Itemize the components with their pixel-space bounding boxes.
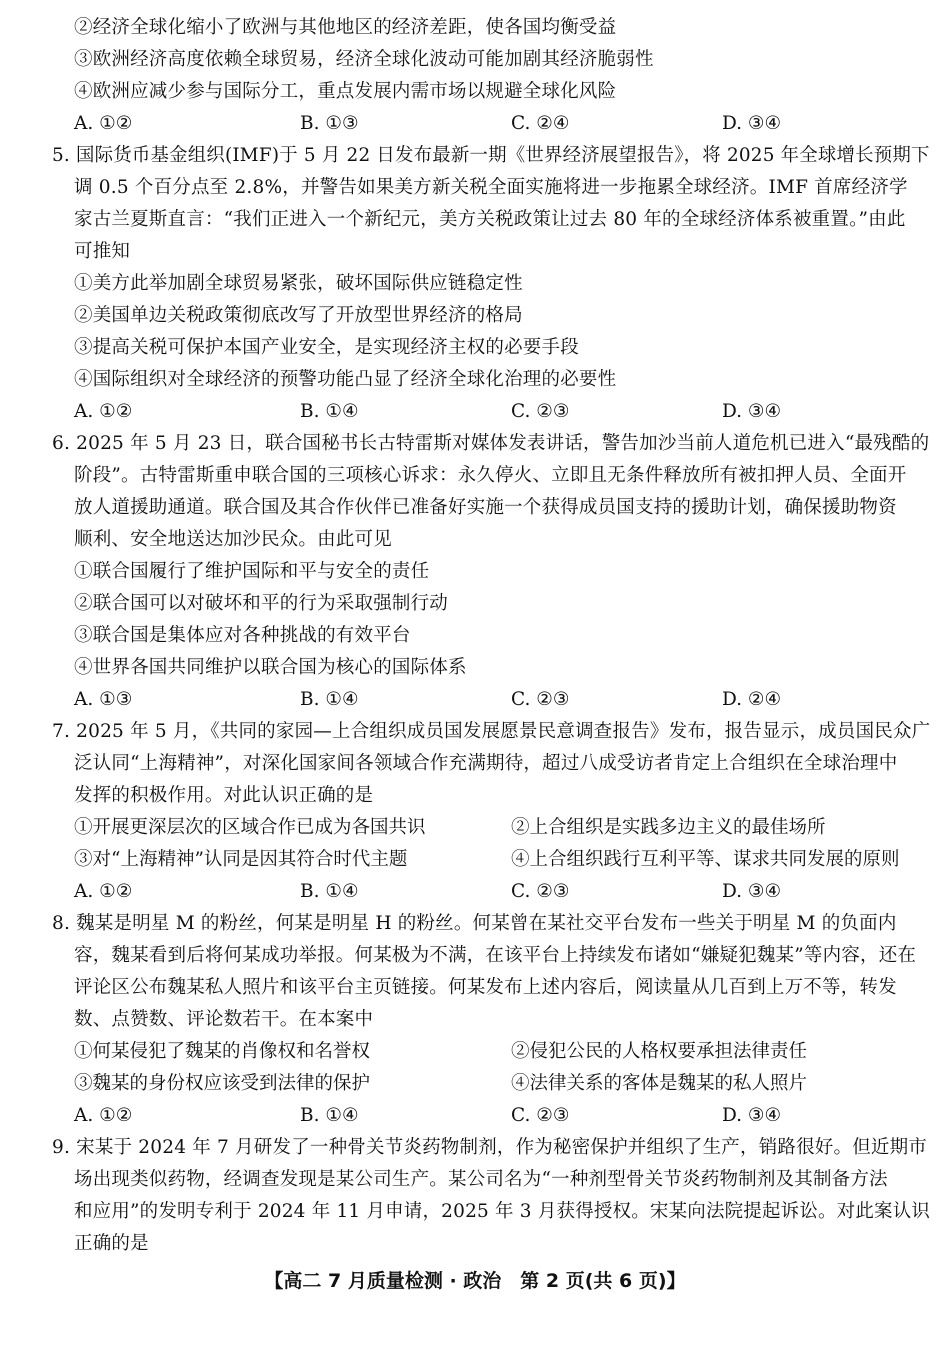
q8-options-row	[74, 1036, 914, 1068]
q8-option-2: ②侵犯公民的人格权要承担法律责任	[511, 1041, 808, 1062]
q7-options-row	[74, 812, 914, 844]
q8-choice-b: B. ①④	[300, 1105, 359, 1126]
q7-choices	[74, 876, 914, 908]
q5-stem-line: 调 0.5 个百分点至 2.8%，并警告如果美方新关税全面实施将进一步拖累全球经济。IMF 首席经济学	[74, 177, 908, 198]
q5-stem-line: 5. 国际货币基金组织(IMF)于 5 月 22 日发布最新一期《世界经济展望报告》，将 2025 年全球增长预期下	[52, 145, 930, 166]
q6-stem-line: 放人道援助通道。联合国及其合作伙伴已准备好实施一个获得成员国支持的援助计划，确保援助物资	[74, 497, 897, 518]
page-footer: 【高二 7 月质量检测 · 政治 第 2 页(共 6 页)】	[264, 1270, 686, 1292]
q8-choice-c: C. ②③	[511, 1105, 570, 1126]
q8-stem-line: 数、点赞数、评论数若干。在本案中	[74, 1009, 374, 1030]
q4-option-4: ④欧洲应减少参与国际分工，重点发展内需市场以规避全球化风险	[74, 81, 617, 102]
q4-choice-d: D. ③④	[722, 113, 782, 134]
q6-choices	[74, 684, 914, 716]
q5-choice-b: B. ①④	[300, 401, 359, 422]
q7-stem-line: 泛认同“上海精神”，对深化国家间各领域合作充满期待，超过八成受访者肯定上合组织在全球治理中	[74, 753, 898, 774]
q6-choice-d: D. ②④	[722, 689, 782, 710]
q9-stem-line: 正确的是	[74, 1233, 149, 1254]
q7-choice-a: A. ①②	[74, 881, 133, 902]
q8-option-3: ③魏某的身份权应该受到法律的保护	[74, 1073, 371, 1094]
q8-option-1: ①何某侵犯了魏某的肖像权和名誉权	[74, 1041, 371, 1062]
q5-choice-c: C. ②③	[511, 401, 570, 422]
q9-stem-line: 场出现类似药物，经调查发现是某公司生产。某公司名为“一种剂型骨关节炎药物制剂及其制备方法	[74, 1169, 888, 1190]
q4-option-3: ③欧洲经济高度依赖全球贸易，经济全球化波动可能加剧其经济脆弱性	[74, 49, 654, 70]
q6-choice-b: B. ①④	[300, 689, 359, 710]
q7-choice-b: B. ①④	[300, 881, 359, 902]
q6-choice-a: A. ①③	[74, 689, 133, 710]
q5-stem-line: 可推知	[74, 241, 131, 262]
q7-option-4: ④上合组织践行互利平等、谋求共同发展的原则	[511, 849, 900, 870]
q4-choice-a: A. ①②	[74, 113, 133, 134]
q9-stem-line: 和应用”的发明专利于 2024 年 11 月申请，2025 年 3 月获得授权。宋某向法院提起诉讼。对此案认识	[74, 1201, 931, 1222]
q7-choice-c: C. ②③	[511, 881, 570, 902]
q7-stem-line: 7. 2025 年 5 月，《共同的家园—上合组织成员国发展愿景民意调查报告》发布，报告显示，成员国民众广	[52, 721, 931, 742]
q9-stem-line: 9. 宋某于 2024 年 7 月研发了一种骨关节炎药物制剂，作为秘密保护并组织了生产，销路很好。但近期市	[52, 1137, 928, 1158]
q5-option-3: ③提高关税可保护本国产业安全，是实现经济主权的必要手段	[74, 337, 579, 358]
q5-choice-d: D. ③④	[722, 401, 782, 422]
q8-stem-line: 评论区公布魏某私人照片和该平台主页链接。何某发布上述内容后，阅读量从几百到上万不等，转发	[74, 977, 897, 998]
q7-choice-d: D. ③④	[722, 881, 782, 902]
q8-choices	[74, 1100, 914, 1132]
q8-stem-line: 8. 魏某是明星 M 的粉丝，何某是明星 H 的粉丝。何某曾在某社交平台发布一些关于明星 M 的负面内	[52, 913, 897, 934]
q7-option-1: ①开展更深层次的区域合作已成为各国共识	[74, 817, 426, 838]
q8-choice-a: A. ①②	[74, 1105, 133, 1126]
q6-option-4: ④世界各国共同维护以联合国为核心的国际体系	[74, 657, 467, 678]
q4-choices	[74, 108, 914, 140]
q5-option-1: ①美方此举加剧全球贸易紧张，破坏国际供应链稳定性	[74, 273, 523, 294]
q8-options-row	[74, 1068, 914, 1100]
q6-stem-line: 阶段”。古特雷斯重申联合国的三项核心诉求：永久停火、立即且无条件释放所有被扣押人员、全面开	[74, 465, 907, 486]
q4-option-2: ②经济全球化缩小了欧洲与其他地区的经济差距，使各国均衡受益	[74, 17, 617, 38]
q6-choice-c: C. ②③	[511, 689, 570, 710]
q4-choice-c: C. ②④	[511, 113, 570, 134]
q5-option-2: ②美国单边关税政策彻底改写了开放型世界经济的格局	[74, 305, 523, 326]
q6-stem-line: 6. 2025 年 5 月 23 日，联合国秘书长古特雷斯对媒体发表讲话，警告加沙当前人道危机已进入“最残酷的	[52, 433, 930, 454]
q6-stem-line: 顺利、安全地送达加沙民众。由此可见	[74, 529, 392, 550]
q5-option-4: ④国际组织对全球经济的预警功能凸显了经济全球化治理的必要性	[74, 369, 617, 390]
q6-option-3: ③联合国是集体应对各种挑战的有效平台	[74, 625, 411, 646]
q8-option-4: ④法律关系的客体是魏某的私人照片	[511, 1073, 808, 1094]
q7-stem-line: 发挥的积极作用。对此认识正确的是	[74, 785, 374, 806]
q7-options-row	[74, 844, 914, 876]
q6-option-1: ①联合国履行了维护国际和平与安全的责任	[74, 561, 430, 582]
q7-option-2: ②上合组织是实践多边主义的最佳场所	[511, 817, 826, 838]
q5-choices	[74, 396, 914, 428]
q6-option-2: ②联合国可以对破坏和平的行为采取强制行动	[74, 593, 449, 614]
q5-choice-a: A. ①②	[74, 401, 133, 422]
q4-choice-b: B. ①③	[300, 113, 359, 134]
q7-option-3: ③对“上海精神”认同是因其符合时代主题	[74, 849, 408, 870]
q5-stem-line: 家古兰夏斯直言：“我们正进入一个新纪元，美方关税政策让过去 80 年的全球经济体系被重置。”由此	[74, 209, 906, 230]
q8-choice-d: D. ③④	[722, 1105, 782, 1126]
q8-stem-line: 容，魏某看到后将何某成功举报。何某极为不满，在该平台上持续发布诸如“嫌疑犯魏某”等内容，还在	[74, 945, 917, 966]
